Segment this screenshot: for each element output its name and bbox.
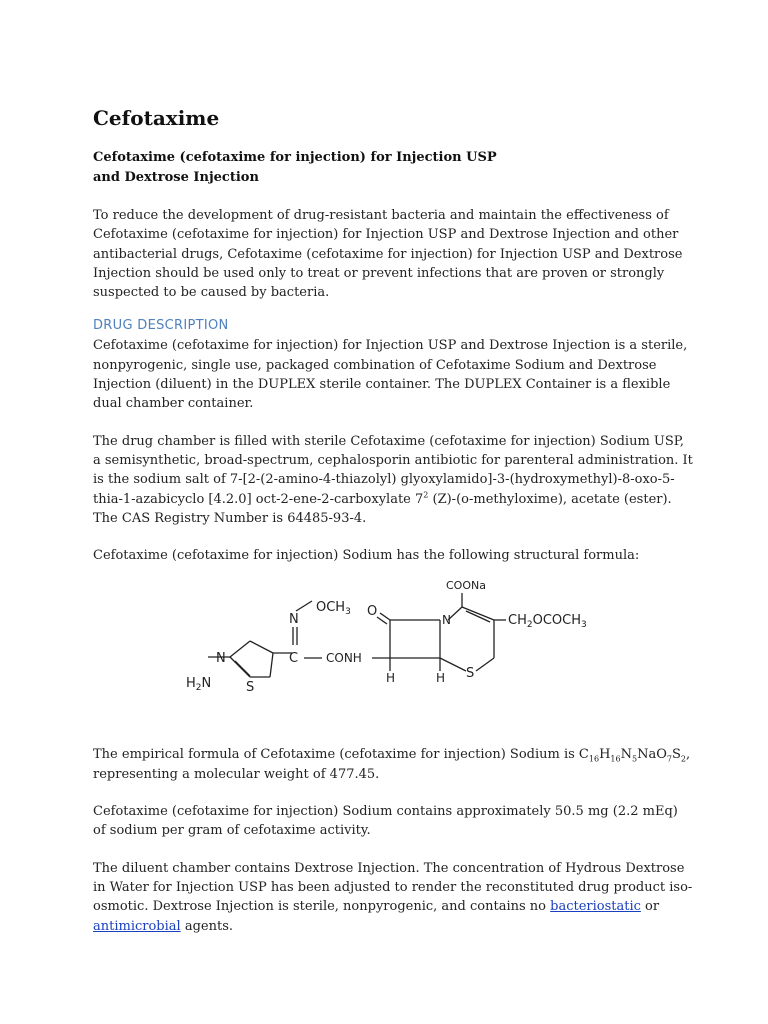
para6-text-c: agents. [180,918,234,934]
subtitle-line-2: and Dextrose Injection [93,170,259,185]
para2-text-a: The drug chamber is filled with sterile Cefotaxime (cefotaxime for injection) Sodium USP, a semisynthetic, broad-spectrum, cephalosporin antibiotic for parenteral administration. It is the sodium salt of 7-[2-(2-amino-4-thiazolyl) glyoxylamido]-3-(hydroxymethyl)-8-oxo-5-thia-1-azabicyclo [4.2.0] oct-2-ene-2-carboxylate 7 [93,433,693,507]
document-subtitle [93,148,693,188]
structural-formula-intro: Cefotaxime (cefotaxime for injection) Sodium has the following structural formula: [93,548,640,564]
label-ch2ococh3: $CH_2OCOCH_3$ [508,613,587,630]
antimicrobial-link[interactable]: antimicrobial [93,918,181,934]
sodium-content-paragraph: Cefotaxime (cefotaxime for injection) Sodium contains approximately 50.5 mg (2.2 mEq) of sodium per gram of cefotaxime activity. [93,804,678,839]
para4-text-a: The empirical formula of Cefotaxime (cefotaxime for injection) Sodium is C [93,747,589,763]
para2-text-b: (Z)-(o-methyloxime), acetate (ester). The CAS Registry Number is 64485-93-4. [93,491,672,526]
label-c: C [289,651,299,666]
para4-text-b: , representing a molecular weight of 477.45. [93,747,691,782]
structural-formula-diagram [180,575,600,725]
label-n-oxime: N [289,612,299,627]
structure-svg [180,575,600,725]
formula-n: N [620,747,632,763]
bacteriostatic-link[interactable]: bacteriostatic [550,899,641,915]
diluent-paragraph [93,859,693,936]
label-s-thiazole: S [246,680,255,695]
section-heading-drug-description: DRUG DESCRIPTION [93,318,229,334]
subtitle-line-1: Cefotaxime (cefotaxime for injection) for Injection USP [93,150,497,165]
label-n-thiazole: N [216,651,226,666]
description-paragraph-2 [93,432,693,528]
label-h-c6: H [436,671,446,685]
formula-nao: NaO [637,747,667,763]
formula-o-count: 7 [666,755,672,765]
label-n-ring: N [442,613,451,627]
label-h2n: $H_2N$ [186,676,212,693]
document-body [93,104,693,936]
para6-text-a: The diluent chamber contains Dextrose Injection. The concentration of Hydrous Dextrose in Water for Injection USP has been adjusted to render the reconstituted drug product iso-osmotic. Dextrose Injection is sterile, nonpyrogenic, and contains no [93,860,693,915]
description-paragraph-1: Cefotaxime (cefotaxime for injection) for Injection USP and Dextrose Injection is a sterile, nonpyrogenic, single use, packaged combination of Cefotaxime Sodium and Dextrose Injection (diluent) in the DUPLEX sterile container. The DUPLEX Container is a flexible dual chamber container. [93,338,688,412]
para2-superscript: 2 [423,490,429,500]
intro-paragraph: To reduce the development of drug-resistant bacteria and maintain the effectiveness of Cefotaxime (cefotaxime for injection) for Injection USP and Dextrose Injection and other antibacterial drugs, Cefotaxime (cefotaxime for injection) for Injection USP and Dextrose Injection should be used only to treat or prevent infections that are proven or strongly suspected to be caused by bacteria. [93,208,683,301]
formula-n-count: 5 [631,755,638,765]
empirical-formula-paragraph [93,745,693,784]
label-h-c7: H [386,671,396,685]
label-och3: $OCH_3$ [316,600,351,617]
label-s-ring: S [466,666,475,681]
label-coona: COONa [446,579,486,592]
label-conh: CONH [326,651,362,665]
formula-h-count: 16 [610,755,621,765]
page-title: Cefotaxime [93,106,220,130]
formula-s: S [671,747,681,763]
label-o-carbonyl: O [367,604,378,619]
formula-s-count: 2 [680,755,686,765]
formula-c-count: 16 [588,755,600,765]
formula-h: H [599,747,611,763]
para6-text-b: or [640,899,660,915]
